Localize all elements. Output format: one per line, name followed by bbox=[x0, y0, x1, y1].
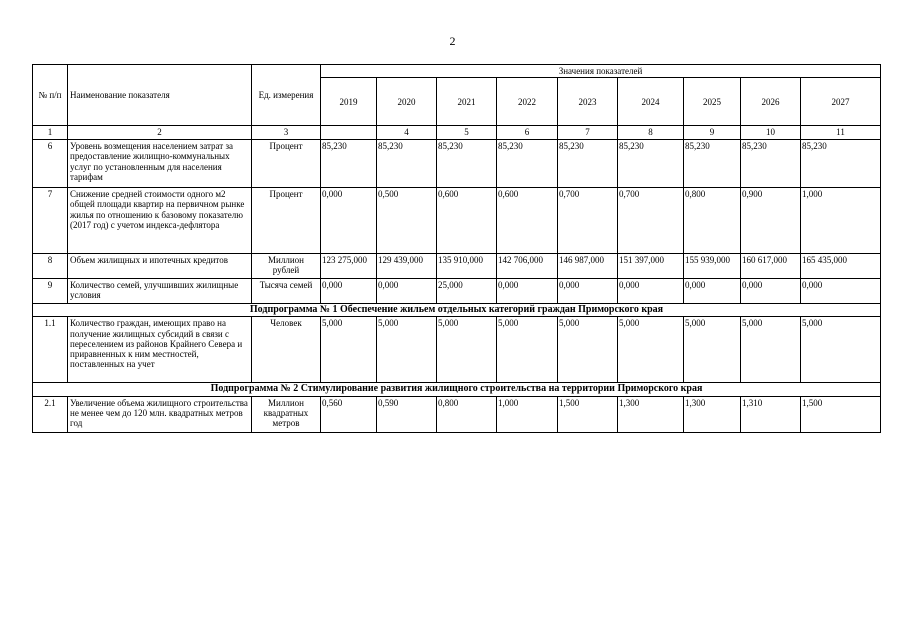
row-value: 25,000 bbox=[437, 279, 497, 304]
row-value: 0,000 bbox=[684, 279, 741, 304]
header-year: 2026 bbox=[741, 78, 801, 126]
column-number: 11 bbox=[801, 126, 881, 140]
row-unit: Миллион квадратных метров bbox=[252, 396, 321, 432]
column-number: 8 bbox=[618, 126, 684, 140]
header-col-num: № п/п bbox=[33, 65, 68, 126]
row-value: 0,560 bbox=[321, 396, 377, 432]
row-name: Объем жилищных и ипотечных кредитов bbox=[68, 254, 252, 279]
row-value: 5,000 bbox=[801, 317, 881, 383]
row-value: 85,230 bbox=[684, 140, 741, 188]
row-value: 5,000 bbox=[437, 317, 497, 383]
row-value: 160 617,000 bbox=[741, 254, 801, 279]
row-value: 5,000 bbox=[497, 317, 558, 383]
column-number: 6 bbox=[497, 126, 558, 140]
row-unit: Процент bbox=[252, 188, 321, 254]
row-unit: Миллион рублей bbox=[252, 254, 321, 279]
column-number: 1 bbox=[33, 126, 68, 140]
row-value: 0,000 bbox=[321, 279, 377, 304]
column-number: 7 bbox=[558, 126, 618, 140]
row-value: 1,300 bbox=[684, 396, 741, 432]
header-col-unit: Ед. измерения bbox=[252, 65, 321, 126]
row-name: Количество семей, улучшивших жилищные условия bbox=[68, 279, 252, 304]
row-value: 5,000 bbox=[618, 317, 684, 383]
row-value: 85,230 bbox=[618, 140, 684, 188]
column-number: 10 bbox=[741, 126, 801, 140]
subprogram-title: Подпрограмма № 2 Стимулирование развития жилищного строительства на территории Приморского края bbox=[33, 383, 881, 396]
header-year: 2025 bbox=[684, 78, 741, 126]
row-value: 1,500 bbox=[801, 396, 881, 432]
row-value: 1,310 bbox=[741, 396, 801, 432]
row-value: 0,800 bbox=[684, 188, 741, 254]
row-name: Увеличение объема жилищного строительства не менее чем до 120 млн. квадратных метров год bbox=[68, 396, 252, 432]
row-value: 85,230 bbox=[377, 140, 437, 188]
row-value: 165 435,000 bbox=[801, 254, 881, 279]
table-row bbox=[33, 317, 881, 383]
row-value: 0,800 bbox=[437, 396, 497, 432]
header-year: 2022 bbox=[497, 78, 558, 126]
row-number: 9 bbox=[33, 279, 68, 304]
row-name: Уровень возмещения населением затрат за предоставление жилищно-коммунальных услуг по установленным для населения тарифам bbox=[68, 140, 252, 188]
table-row bbox=[33, 396, 881, 432]
row-value: 0,000 bbox=[801, 279, 881, 304]
row-value: 146 987,000 bbox=[558, 254, 618, 279]
row-value: 135 910,000 bbox=[437, 254, 497, 279]
column-number-blank bbox=[321, 126, 377, 140]
row-value: 1,300 bbox=[618, 396, 684, 432]
row-unit: Тысяча семей bbox=[252, 279, 321, 304]
row-value: 0,000 bbox=[497, 279, 558, 304]
row-unit: Процент bbox=[252, 140, 321, 188]
row-number: 2.1 bbox=[33, 396, 68, 432]
column-number: 2 bbox=[68, 126, 252, 140]
header-year: 2024 bbox=[618, 78, 684, 126]
column-number: 4 bbox=[377, 126, 437, 140]
header-year: 2027 bbox=[801, 78, 881, 126]
row-value: 1,000 bbox=[497, 396, 558, 432]
row-number: 8 bbox=[33, 254, 68, 279]
row-value: 0,590 bbox=[377, 396, 437, 432]
row-value: 151 397,000 bbox=[618, 254, 684, 279]
indicators-table bbox=[32, 64, 881, 433]
subprogram-title: Подпрограмма № 1 Обеспечение жильем отдельных категорий граждан Приморского края bbox=[33, 304, 881, 317]
row-value: 5,000 bbox=[377, 317, 437, 383]
row-value: 85,230 bbox=[497, 140, 558, 188]
row-value: 0,000 bbox=[377, 279, 437, 304]
row-value: 0,500 bbox=[377, 188, 437, 254]
row-value: 85,230 bbox=[801, 140, 881, 188]
row-unit: Человек bbox=[252, 317, 321, 383]
row-value: 123 275,000 bbox=[321, 254, 377, 279]
row-value: 0,000 bbox=[741, 279, 801, 304]
table-row bbox=[33, 188, 881, 254]
row-value: 5,000 bbox=[321, 317, 377, 383]
column-number: 9 bbox=[684, 126, 741, 140]
row-value: 0,600 bbox=[497, 188, 558, 254]
row-name: Снижение средней стоимости одного м2 общей площади квартир на первичном рынке жилья по отношению к базовому показателю (2017 год) с учетом индекса-дефлятора bbox=[68, 188, 252, 254]
row-value: 5,000 bbox=[558, 317, 618, 383]
header-values-group: Значения показателей bbox=[321, 65, 881, 78]
row-value: 0,000 bbox=[558, 279, 618, 304]
row-number: 6 bbox=[33, 140, 68, 188]
header-year: 2021 bbox=[437, 78, 497, 126]
row-value: 85,230 bbox=[558, 140, 618, 188]
row-value: 0,000 bbox=[618, 279, 684, 304]
header-year: 2020 bbox=[377, 78, 437, 126]
row-value: 155 939,000 bbox=[684, 254, 741, 279]
header-col-name: Наименование показателя bbox=[68, 65, 252, 126]
row-value: 5,000 bbox=[741, 317, 801, 383]
table-row bbox=[33, 254, 881, 279]
row-value: 129 439,000 bbox=[377, 254, 437, 279]
row-number: 1.1 bbox=[33, 317, 68, 383]
row-value: 0,900 bbox=[741, 188, 801, 254]
row-value: 0,700 bbox=[618, 188, 684, 254]
row-value: 0,000 bbox=[321, 188, 377, 254]
row-value: 0,700 bbox=[558, 188, 618, 254]
header-year: 2019 bbox=[321, 78, 377, 126]
row-value: 142 706,000 bbox=[497, 254, 558, 279]
header-year: 2023 bbox=[558, 78, 618, 126]
row-value: 85,230 bbox=[437, 140, 497, 188]
column-number: 3 bbox=[252, 126, 321, 140]
row-value: 5,000 bbox=[684, 317, 741, 383]
row-value: 1,500 bbox=[558, 396, 618, 432]
column-number: 5 bbox=[437, 126, 497, 140]
row-name: Количество граждан, имеющих право на получение жилищных субсидий в связи с переселением из районов Крайнего Севера и приравненных к ним местностей, поставленных на учет bbox=[68, 317, 252, 383]
row-value: 85,230 bbox=[741, 140, 801, 188]
table-row bbox=[33, 140, 881, 188]
row-value: 1,000 bbox=[801, 188, 881, 254]
row-number: 7 bbox=[33, 188, 68, 254]
page-number: 2 bbox=[449, 34, 456, 48]
row-value: 0,600 bbox=[437, 188, 497, 254]
row-value: 85,230 bbox=[321, 140, 377, 188]
table-row bbox=[33, 279, 881, 304]
